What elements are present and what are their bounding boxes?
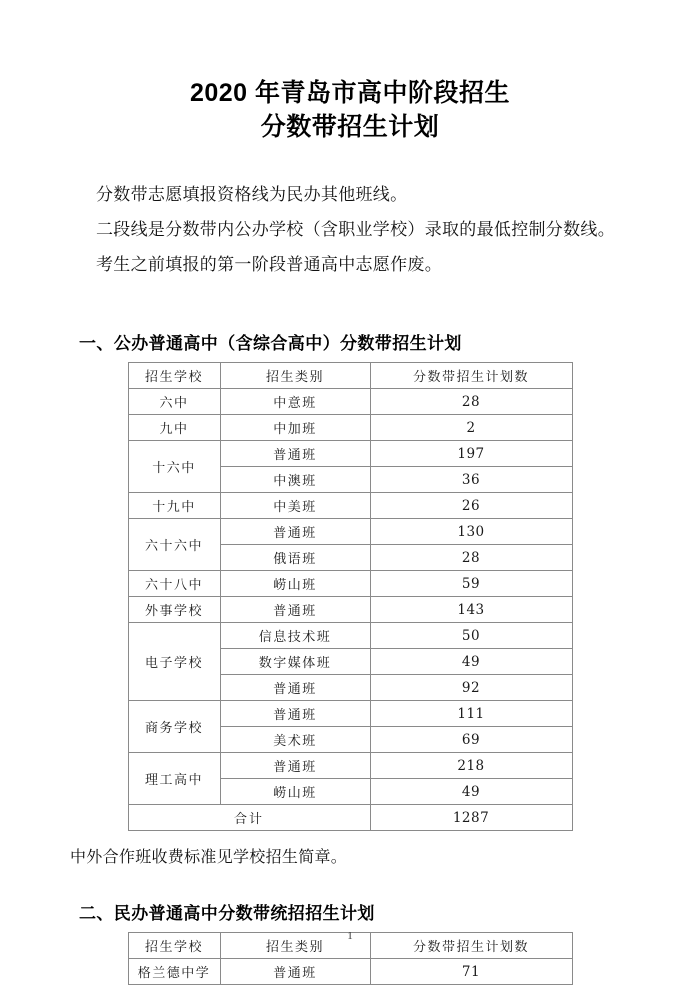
cell-count: 130 bbox=[370, 519, 572, 545]
table-row bbox=[128, 389, 572, 415]
page-title-line-2: 分数带招生计划 bbox=[260, 113, 440, 141]
cell-type: 普通班 bbox=[220, 441, 370, 467]
cell-count: 49 bbox=[370, 649, 572, 675]
cell-count: 50 bbox=[370, 623, 572, 649]
table-row bbox=[128, 959, 572, 985]
cell-type: 普通班 bbox=[220, 675, 370, 701]
cell-type: 俄语班 bbox=[220, 545, 370, 571]
table-row bbox=[128, 571, 572, 597]
table-note: 中外合作班收费标准见学校招生简章。 bbox=[70, 847, 348, 866]
table-body bbox=[128, 389, 572, 831]
cell-type: 普通班 bbox=[220, 753, 370, 779]
table-row bbox=[128, 519, 572, 545]
cell-count: 111 bbox=[370, 701, 572, 727]
page-title bbox=[62, 0, 638, 144]
section-1-heading: 一、公办普通高中（含综合高中）分数带招生计划 bbox=[79, 334, 462, 354]
cell-type: 崂山班 bbox=[220, 779, 370, 805]
intro-paragraphs bbox=[62, 144, 638, 280]
cell-school: 格兰德中学 bbox=[128, 959, 220, 985]
table-row bbox=[128, 493, 572, 519]
cell-count: 92 bbox=[370, 675, 572, 701]
cell-count: 197 bbox=[370, 441, 572, 467]
cell-school: 商务学校 bbox=[128, 701, 220, 753]
cell-type: 中美班 bbox=[220, 493, 370, 519]
cell-count: 28 bbox=[370, 545, 572, 571]
total-label: 合计 bbox=[128, 805, 370, 831]
intro-paragraph-1: 分数带志愿填报资格线为民办其他班线。 bbox=[96, 185, 408, 205]
total-value: 1287 bbox=[370, 805, 572, 831]
cell-type: 普通班 bbox=[220, 959, 370, 985]
cell-type: 中澳班 bbox=[220, 467, 370, 493]
column-header-type: 招生类别 bbox=[220, 933, 370, 959]
cell-type: 普通班 bbox=[220, 701, 370, 727]
cell-school: 六十八中 bbox=[128, 571, 220, 597]
cell-count: 69 bbox=[370, 727, 572, 753]
column-header-school: 招生学校 bbox=[128, 933, 220, 959]
table-header-row bbox=[128, 363, 572, 389]
cell-count: 2 bbox=[370, 415, 572, 441]
cell-count: 143 bbox=[370, 597, 572, 623]
cell-school: 外事学校 bbox=[128, 597, 220, 623]
table-total-row bbox=[128, 805, 572, 831]
table-body bbox=[128, 959, 572, 985]
table-header bbox=[128, 363, 572, 389]
cell-count: 28 bbox=[370, 389, 572, 415]
cell-count: 71 bbox=[370, 959, 572, 985]
cell-count: 26 bbox=[370, 493, 572, 519]
cell-count: 49 bbox=[370, 779, 572, 805]
cell-type: 崂山班 bbox=[220, 571, 370, 597]
column-header-count: 分数带招生计划数 bbox=[370, 933, 572, 959]
cell-school: 理工高中 bbox=[128, 753, 220, 805]
intro-paragraph-3: 考生之前填报的第一阶段普通高中志愿作废。 bbox=[96, 255, 442, 275]
table-row bbox=[128, 753, 572, 779]
cell-school: 六十六中 bbox=[128, 519, 220, 571]
column-header-school: 招生学校 bbox=[128, 363, 220, 389]
column-header-count: 分数带招生计划数 bbox=[370, 363, 572, 389]
cell-type: 数字媒体班 bbox=[220, 649, 370, 675]
public-school-plan-table bbox=[128, 362, 573, 831]
table-row bbox=[128, 415, 572, 441]
table-row bbox=[128, 597, 572, 623]
column-header-type: 招生类别 bbox=[220, 363, 370, 389]
cell-school: 九中 bbox=[128, 415, 220, 441]
cell-school: 电子学校 bbox=[128, 623, 220, 701]
cell-type: 普通班 bbox=[220, 519, 370, 545]
cell-count: 218 bbox=[370, 753, 572, 779]
cell-type: 中加班 bbox=[220, 415, 370, 441]
cell-type: 中意班 bbox=[220, 389, 370, 415]
cell-type: 信息技术班 bbox=[220, 623, 370, 649]
table-row bbox=[128, 623, 572, 649]
section-2-heading: 二、民办普通高中分数带统招招生计划 bbox=[79, 904, 375, 924]
cell-count: 36 bbox=[370, 467, 572, 493]
cell-school: 十六中 bbox=[128, 441, 220, 493]
cell-school: 十九中 bbox=[128, 493, 220, 519]
table-row bbox=[128, 441, 572, 467]
cell-school: 六中 bbox=[128, 389, 220, 415]
page-title-line-1: 2020 年青岛市高中阶段招生 bbox=[189, 79, 511, 107]
intro-paragraph-2: 二段线是分数带内公办学校（含职业学校）录取的最低控制分数线。 bbox=[96, 220, 615, 240]
cell-type: 美术班 bbox=[220, 727, 370, 753]
table-row bbox=[128, 701, 572, 727]
cell-count: 59 bbox=[370, 571, 572, 597]
cell-type: 普通班 bbox=[220, 597, 370, 623]
page-number: 1 bbox=[347, 930, 353, 942]
